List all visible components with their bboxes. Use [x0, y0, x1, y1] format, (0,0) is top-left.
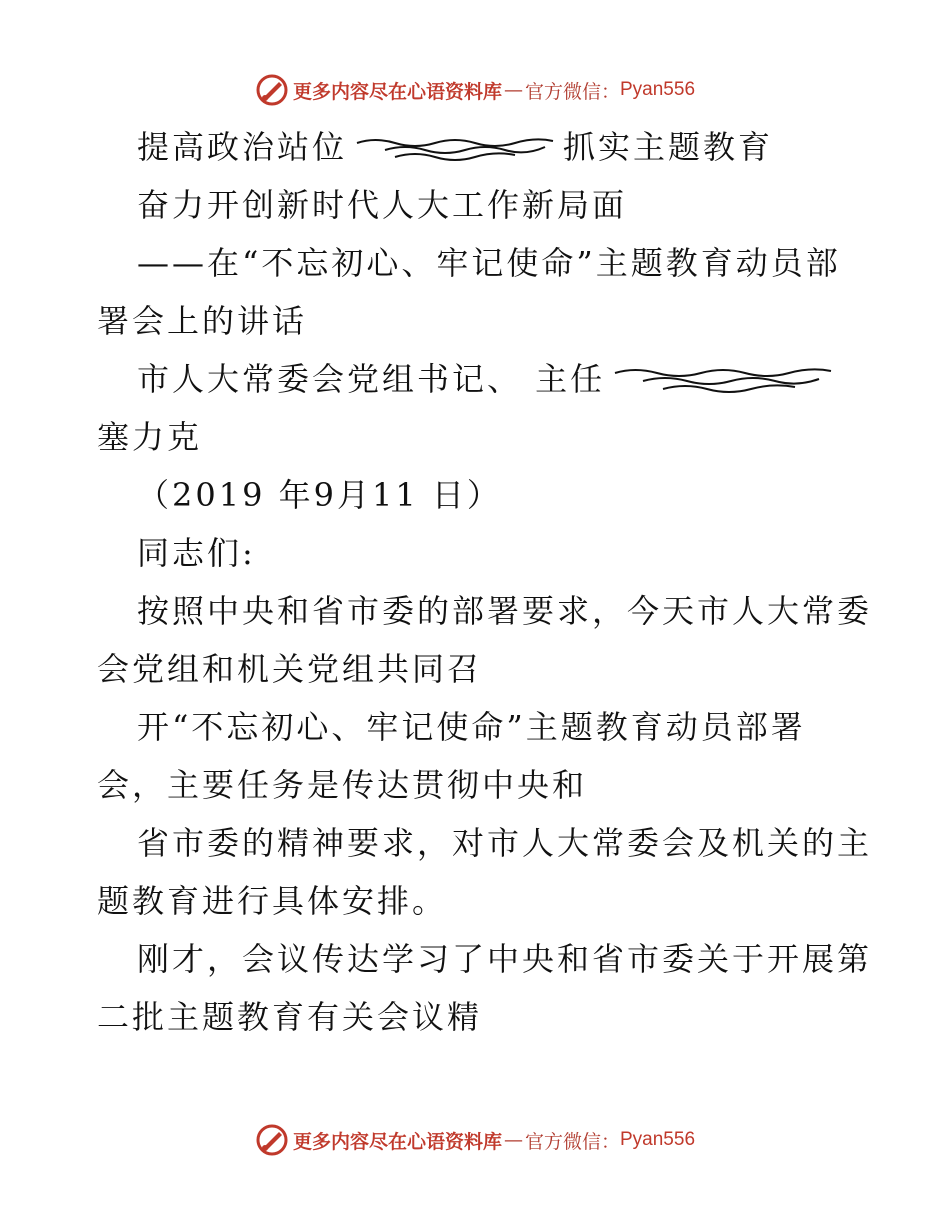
brush-pen-logo-icon — [255, 73, 289, 107]
banner-wechat-id: Pyan556 — [620, 1129, 696, 1150]
header-banner — [0, 70, 950, 110]
speaker-line-1 — [97, 350, 857, 408]
banner-wechat-id: Pyan556 — [620, 79, 696, 100]
title-line-2: 奋力开创新时代人大工作新局面 — [137, 186, 628, 224]
paragraph-line: 按照中央和省市委的部署要求，今天市人大常委 — [137, 592, 873, 630]
title-line-1 — [97, 118, 857, 176]
paragraph-line: 会，主要任务是传达贯彻中央和 — [97, 766, 588, 804]
speaker-title: 市人大常委会党组书记、 主任 — [137, 360, 606, 398]
paragraph-line: 会党组和机关党组共同召 — [97, 650, 483, 688]
banner-brand: 更多内容尽在心语资料库 — [292, 80, 502, 103]
banner-separator: — — [503, 79, 523, 101]
banner-separator: — — [503, 1129, 523, 1151]
title-part-2: 抓实主题教育 — [563, 128, 774, 166]
speech-date: （2019 年9月11 日） — [137, 476, 502, 514]
banner-label: 官方微信： — [524, 80, 620, 103]
footer-banner — [0, 1120, 950, 1160]
wavy-line-icon — [613, 367, 833, 397]
salutation: 同志们: — [137, 534, 256, 572]
subtitle-line-1: ——在“不忘初心、牢记使命”主题教育动员部 — [137, 244, 841, 282]
banner-brand: 更多内容尽在心语资料库 — [292, 1130, 502, 1153]
paragraph-line: 题教育进行具体安排。 — [97, 882, 448, 920]
wavy-line-icon — [355, 135, 555, 165]
paragraph-line: 刚才，会议传达学习了中央和省市委关于开展第 — [137, 940, 873, 978]
paragraph-line: 二批主题教育有关会议精 — [97, 998, 483, 1036]
subtitle-line-2: 署会上的讲话 — [97, 302, 308, 340]
document-body — [97, 118, 873, 1046]
title-part-1: 提高政治站位 — [137, 128, 348, 166]
banner-label: 官方微信： — [524, 1130, 620, 1153]
paragraph-line: 省市委的精神要求，对市人大常委会及机关的主 — [137, 824, 873, 862]
paragraph-line: 开“不忘初心、牢记使命”主题教育动员部署 — [137, 708, 806, 746]
speaker-line-2: 塞力克 — [97, 418, 203, 456]
brush-pen-logo-icon — [255, 1123, 289, 1157]
